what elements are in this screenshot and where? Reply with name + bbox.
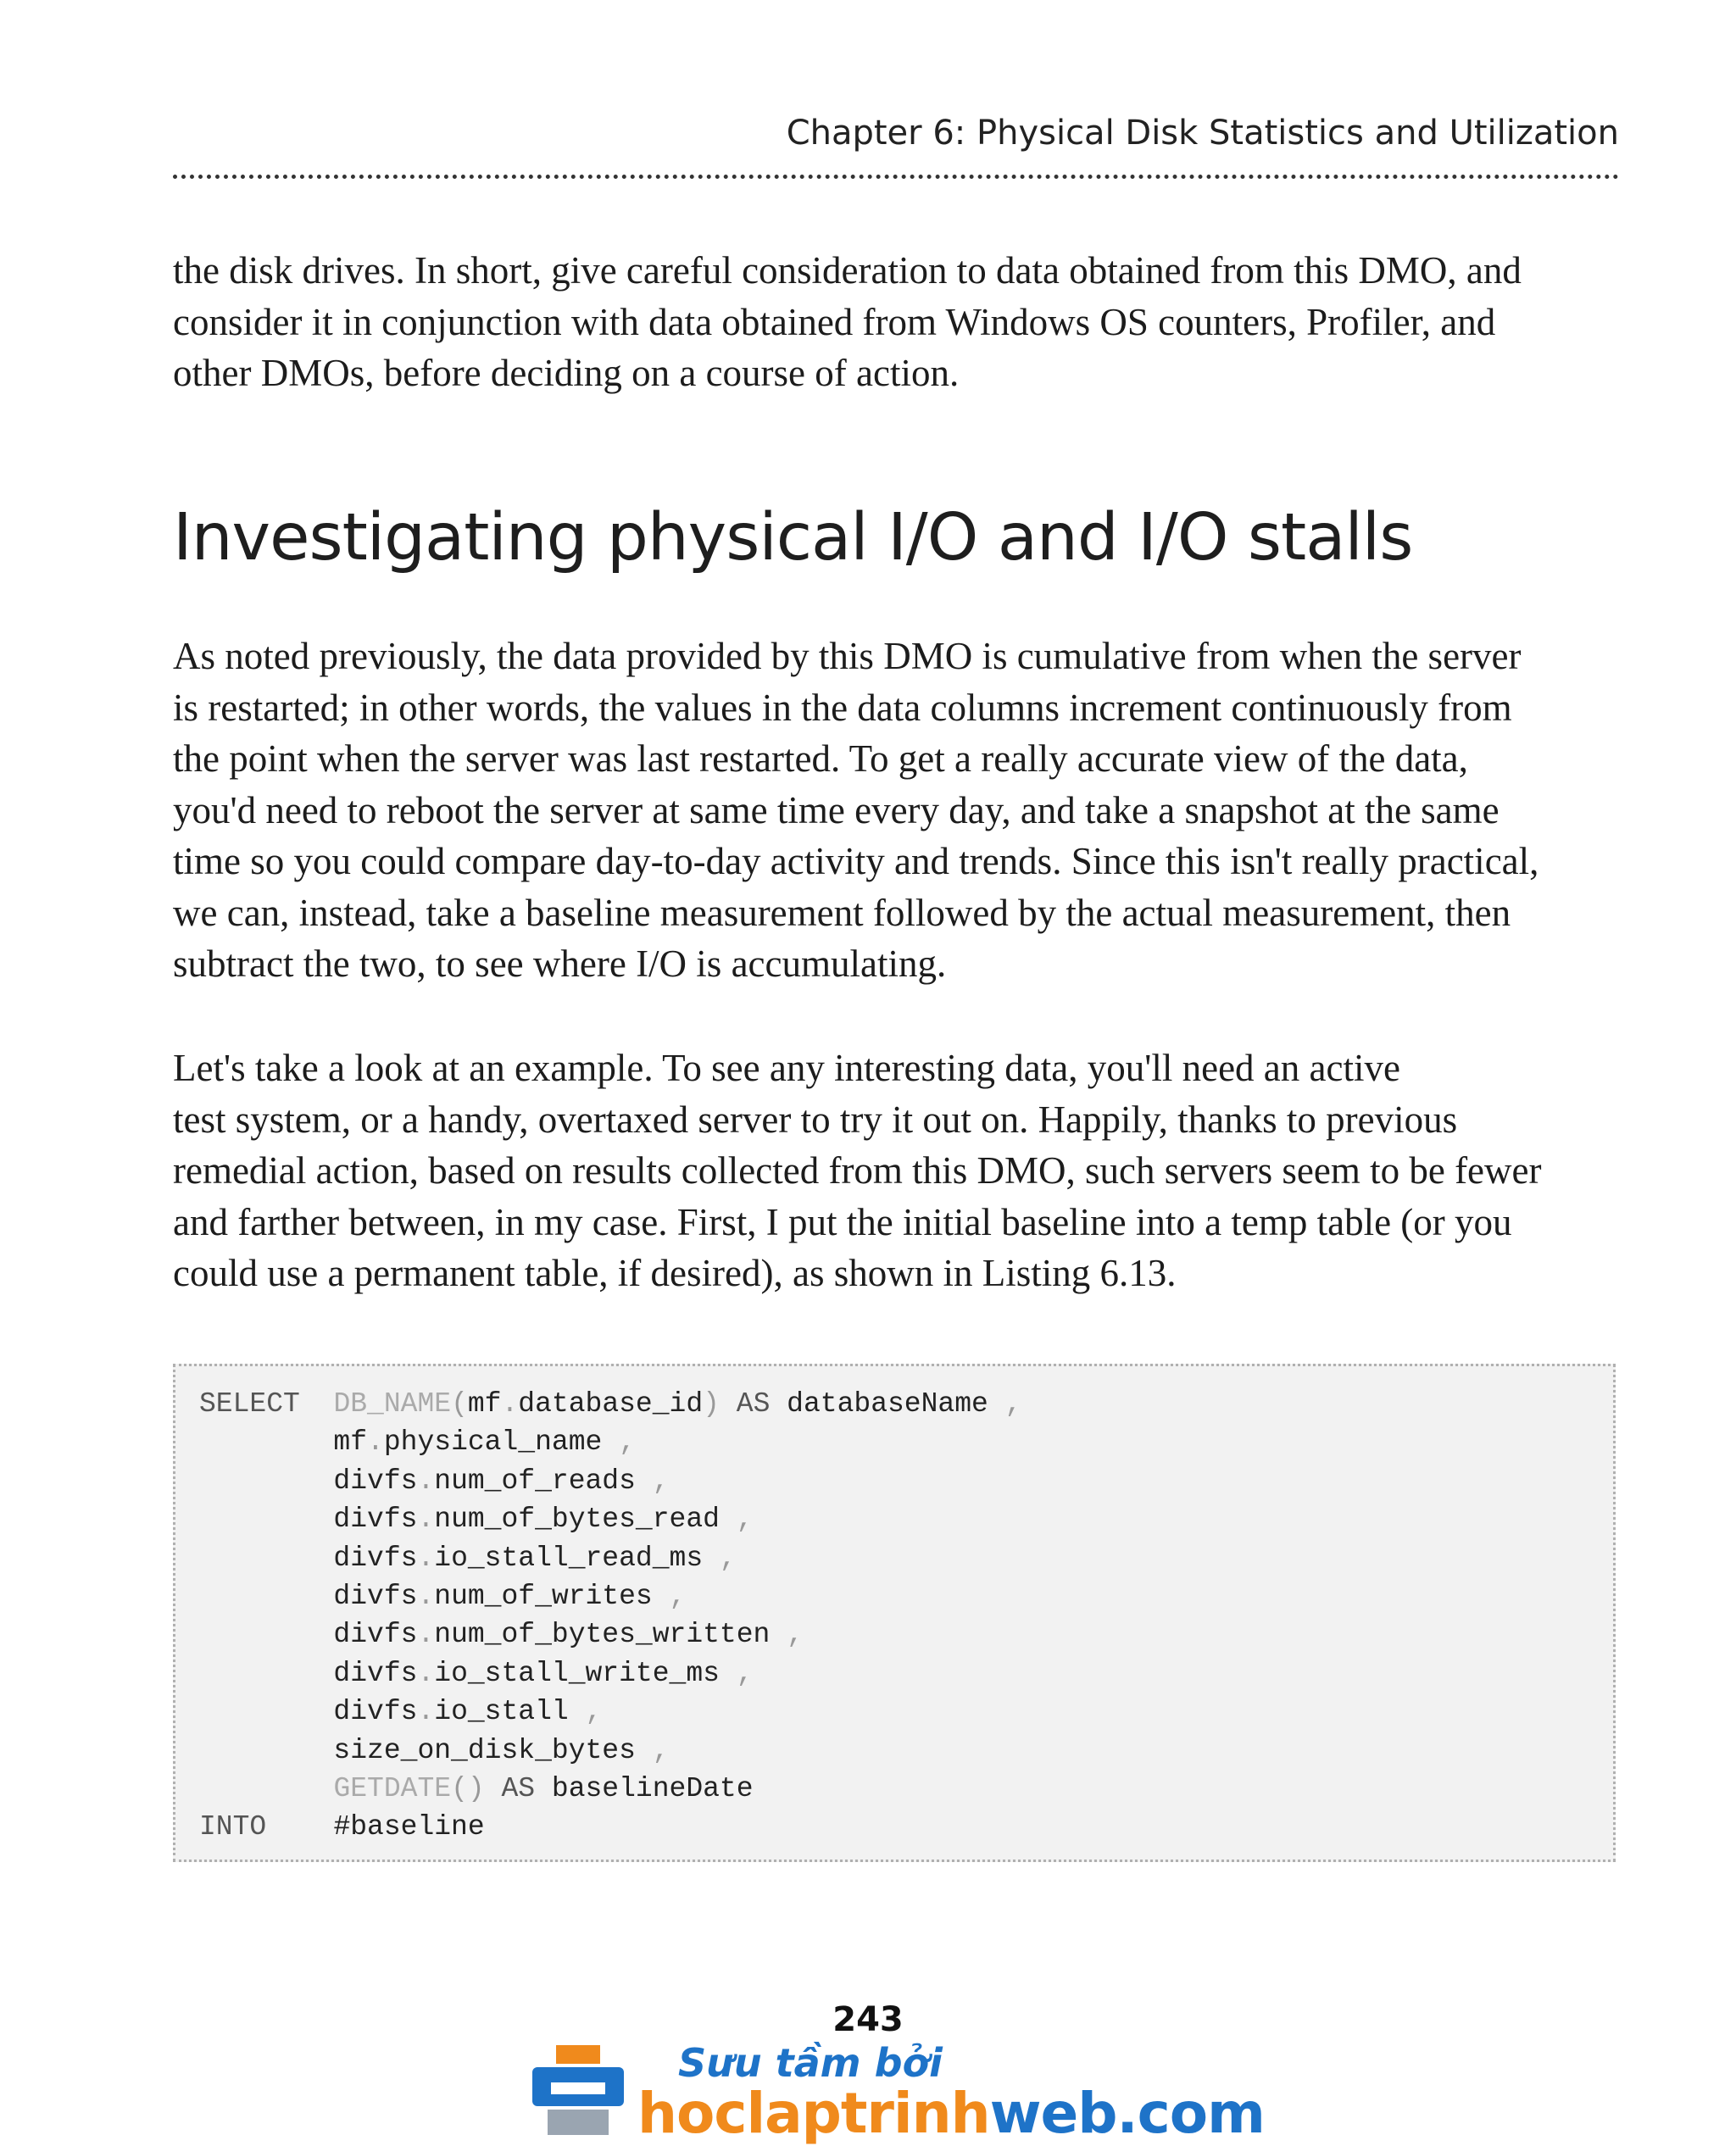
text-line: consider it in conjunction with data obtained from Windows OS counters, Profiler, and [173, 300, 1496, 343]
text-line: test system, or a handy, overtaxed server to try it out on. Happily, thanks to previous [173, 1098, 1458, 1141]
code-text: physical_name [383, 1426, 620, 1459]
printer-logo-icon [532, 2045, 634, 2138]
code-line [199, 1615, 1021, 1654]
code-text: divfs [199, 1542, 418, 1574]
code-text: #baseline [333, 1811, 485, 1843]
watermark-site-part1: hoclaptrinh [637, 2081, 990, 2146]
page-number: 243 [832, 2000, 904, 2039]
code-keyword: AS [501, 1772, 536, 1804]
code-listing [173, 1364, 1616, 1862]
text-line: time so you could compare day-to-day activity and trends. Since this isn't really practical, [173, 840, 1539, 882]
code-line [199, 1654, 1021, 1693]
code-punctuation: , [736, 1504, 754, 1536]
code-punctuation: () [451, 1772, 485, 1804]
code-text: num_of_bytes_read [434, 1504, 737, 1536]
code-text: divfs [199, 1619, 418, 1651]
code-line [199, 1500, 1021, 1538]
text-line: you'd need to reboot the server at same time every day, and take a snapshot at the same [173, 788, 1500, 831]
text-line: could use a permanent table, if desired), as shown in Listing 6.13. [173, 1252, 1177, 1294]
text-line: remedial action, based on results collected from this DMO, such servers seem to be fewer [173, 1149, 1542, 1192]
code-punctuation: , [585, 1696, 603, 1728]
code-text: baselineDate [535, 1772, 754, 1804]
code-text: database_id [518, 1388, 704, 1420]
code-punctuation: . [417, 1619, 435, 1651]
watermark-site-part2: web.com [989, 2081, 1265, 2146]
code-punctuation: ) [703, 1388, 720, 1420]
text-line: the point when the server was last restarted. To get a really accurate view of the data, [173, 737, 1468, 780]
code-text: divfs [199, 1504, 418, 1536]
code-punctuation: , [652, 1734, 670, 1766]
code-line [199, 1385, 1021, 1423]
code-text: divfs [199, 1696, 418, 1728]
code-text [485, 1773, 502, 1804]
text-line: the disk drives. In short, give careful consideration to data obtained from this DMO, and [173, 249, 1522, 292]
code-punctuation: . [417, 1465, 435, 1497]
text-line: As noted previously, the data provided by this DMO is cumulative from when the server [173, 635, 1522, 677]
text-line: other DMOs, before deciding on a course of action. [173, 352, 960, 394]
code-lines [199, 1385, 1021, 1847]
code-punctuation: , [619, 1426, 636, 1459]
code-text: io_stall [434, 1696, 586, 1728]
code-text [720, 1388, 737, 1420]
section-heading: Investigating physical I/O and I/O stalls [173, 500, 1413, 575]
code-function: GETDATE [333, 1772, 452, 1804]
text-line: we can, instead, take a baseline measurement followed by the actual measurement, then [173, 891, 1511, 934]
code-text: divfs [199, 1580, 418, 1612]
code-function: DB_NAME [333, 1388, 452, 1420]
code-text: databaseName [770, 1388, 1005, 1420]
code-text: mf [199, 1426, 368, 1459]
code-keyword: SELECT [199, 1388, 334, 1420]
text-line: subtract the two, to see where I/O is accumulating. [173, 942, 947, 985]
watermark-site [637, 2081, 1265, 2146]
code-text: size_on_disk_bytes [199, 1734, 653, 1766]
code-punctuation: . [501, 1388, 519, 1420]
code-text: divfs [199, 1657, 418, 1689]
intro-paragraph [173, 245, 1631, 399]
code-punctuation: . [367, 1426, 384, 1459]
code-line [199, 1577, 1021, 1615]
code-punctuation: , [652, 1465, 670, 1497]
code-keyword: AS [736, 1388, 771, 1420]
code-line [199, 1770, 1021, 1808]
code-punctuation: . [417, 1696, 435, 1728]
code-line [199, 1539, 1021, 1577]
code-keyword: INTO [199, 1811, 334, 1843]
code-text: divfs [199, 1465, 418, 1497]
code-punctuation: . [417, 1504, 435, 1536]
header-divider [173, 175, 1619, 179]
code-line [199, 1808, 1021, 1846]
code-punctuation: , [1004, 1388, 1022, 1420]
text-line: Let's take a look at an example. To see any interesting data, you'll need an active [173, 1047, 1400, 1089]
code-text: mf [467, 1388, 502, 1420]
code-punctuation: , [787, 1619, 804, 1651]
code-line [199, 1423, 1021, 1461]
text-line: and farther between, in my case. First, I put the initial baseline into a temp table (or you [173, 1200, 1512, 1243]
code-punctuation: , [669, 1580, 687, 1612]
code-punctuation: , [736, 1657, 754, 1689]
code-text: io_stall_read_ms [434, 1542, 720, 1574]
body-paragraph-2 [173, 1042, 1631, 1299]
code-line [199, 1732, 1021, 1770]
code-punctuation: ( [451, 1388, 468, 1420]
code-punctuation: . [417, 1657, 435, 1689]
body-paragraph-1 [173, 631, 1631, 990]
code-text: io_stall_write_ms [434, 1657, 737, 1689]
code-punctuation: . [417, 1542, 435, 1574]
code-line [199, 1693, 1021, 1731]
running-header: Chapter 6: Physical Disk Statistics and Utilization [786, 114, 1619, 153]
text-line: is restarted; in other words, the values in the data columns increment continuously from [173, 686, 1512, 729]
code-text: num_of_writes [434, 1580, 670, 1612]
code-text: num_of_reads [434, 1465, 653, 1497]
watermark-caption: Sưu tầm bởi [678, 2040, 943, 2086]
watermark [526, 2038, 1265, 2146]
code-punctuation: , [719, 1542, 737, 1574]
code-line [199, 1462, 1021, 1500]
code-punctuation: . [417, 1580, 435, 1612]
code-text [199, 1773, 333, 1804]
code-text: num_of_bytes_written [434, 1619, 787, 1651]
